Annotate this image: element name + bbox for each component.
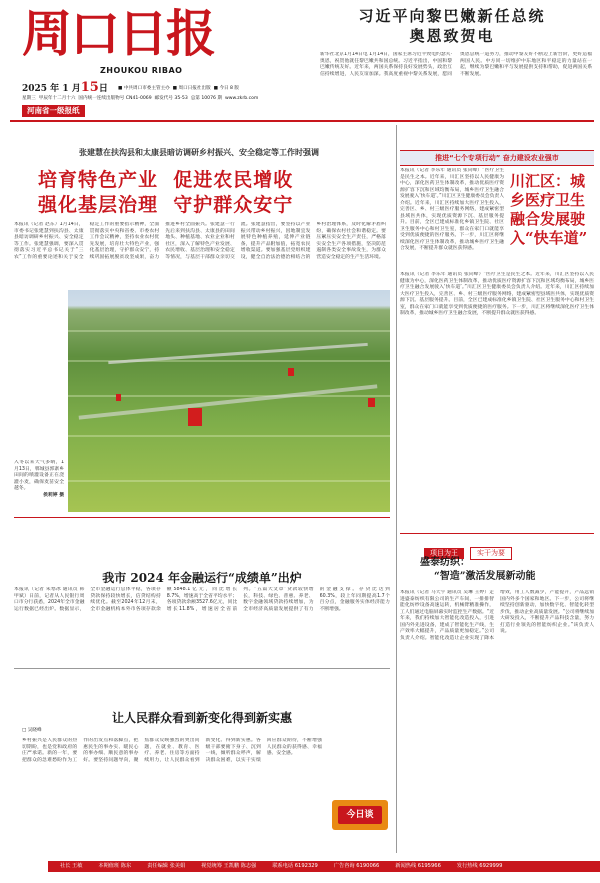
lead-headline-1: 培育特色产业 促进农民增收 [38, 169, 294, 191]
side-story-body: 本报讯（记者 马天宇 通讯员 吴琳 王婷）走进盛泰纺织有限公司的生产车间，一排排智能化纺纱设备高速运转，机械臂精准操作，工人们通过电脑屏幕实时监控生产数据。“近年来，我们持续加大智能化改造投入，引进国内外先进设备，建成了智能化生产线，生产效率大幅提升，产品质量更加稳定。”公司负责人介绍。智能化改造让企业实现了降本增效，用工人数减少，产能提升，产品远销国内外多个国家和地区。下一步，公司将继续坚持创新驱动，加快数字化、智能化转型步伐，推动企业高质量发展。“公司将继续加大研发投入，不断提升产品科技含量，努力打造行业领先的智能纺织企业。”该负责人说。 [400, 590, 594, 641]
footer-item: 新闻热线 6195966 [395, 863, 441, 869]
finance-body: 本报讯（记者 朱寒冰 通讯员 韩甲斌）日前，记者从人民银行周口市分行获悉，2024年全市金融运行数据已经出炉。数据显示，全市金融运行总体平稳，各项存贷款保持较快增长，信贷结构持续优化。截至2024年12月末，全市金融机构本外币各项存款余额5848.1亿元，同比增长8.7%，增速高于全省平均水平；各项贷款余额3527.6亿元，同比增长11.8%，增速居全省前列。“五篇大文章”贷款较快增长，科技、绿色、普惠、养老、数字金融领域贷款持续增加，为全市经济高质量发展提供了有力的金融支撑。存贷比达到60.3%，较上年同期提高1.7个百分点，金融服务实体经济能力不断增强。 [14, 587, 390, 612]
side-banner: 推进“七个专项行动” 奋力建设农业强市 [400, 150, 594, 166]
masthead-rule [10, 120, 594, 122]
award-badge: 河南省一级报纸 [22, 105, 85, 117]
commentary-author: □ 吴晓峰 [22, 728, 42, 733]
top-story-box [310, 6, 594, 110]
lead-rule [14, 517, 390, 518]
footer-bar [48, 861, 600, 872]
lead-headline-2: 强化基层治理 守护群众安宁 [38, 194, 294, 216]
footer-item: 社长 王敏 [60, 863, 83, 869]
commentary-headline: 让人民群众看到新变化得到新实惠 [111, 711, 292, 725]
issue-date: 2025 年 1 月15日 [22, 80, 108, 95]
today-comment-badge: 今日谈 [332, 800, 388, 830]
side-rule [400, 533, 594, 534]
lead-kicker: 张建慧在扶沟县和太康县暗访调研乡村振兴、安全稳定等工作时强调 [79, 148, 319, 157]
footer-item: 广告咨询 6190066 [333, 863, 380, 869]
side-story-tags: 项目为王 实干为要 [424, 540, 512, 560]
top-story-body: 新华社北京1月14日电 1月14日，国家主席习近平致电约瑟夫·奥恩，祝贺他就任黎巴嫩共和国总统。习近平指出，中国和黎巴嫩传统友好。近年来，两国关系保持良好发展势头，政治互信持续增进，人民友谊加深。我高度重视中黎关系发展，愿同奥恩总统一道努力，推动中黎友好不断迈上新台阶，更好造福两国人民。中方同一切维护中东地区和平稳定的力量站在一起，继续为黎巴嫩和平与发展提供支持和帮助，促进两国关系不断发展。 [320, 52, 592, 77]
column-divider [396, 125, 397, 853]
finance-headline: 我市 2024 年金融运行“成绩单”出炉 [102, 571, 302, 585]
side-feature-headline: 川汇区：城乡医疗卫生 融合发展驶入“快车道” [510, 172, 588, 247]
lead-photo [68, 290, 390, 512]
side-story-headline: 盛泰纺织： “智造”激活发展新动能 [420, 557, 536, 582]
finance-rule [14, 668, 390, 669]
photo-caption: 入冬以来天气多晴，1月13日，郸城县郭寨乡田间的喷灌设备正在浇灌小麦，确保麦苗安全越冬。 侯莉婷 摄 [14, 460, 64, 498]
footer-item: 视觉统筹 王凯鹏 陈志强 [201, 863, 257, 869]
footer-item: 联系电话 6192329 [272, 863, 318, 869]
newspaper-pinyin: ZHOUKOU RIBAO [100, 66, 183, 75]
side-feature-body: 本报讯（记者 李乐年 通讯员 张向峰）“医疗卫生是民生之本。近年来，川汇区坚持以人民健康为中心，深化医药卫生体制改革，推动优质医疗资源扩容下沉和区域均衡布局，城乡医疗卫生融合发展驶入‘快车道’。”川汇区卫生健康委员会负责人介绍。近年来，川汇区持续加大医疗卫生投入，完善区、乡、村三级医疗服务网络，建成紧密型县域医共体，实现优质资源下沉、基层服务提升。目前，全区已建成标准化乡镇卫生院、社区卫生服务中心和村卫生室，群众在家门口就能享受到优质便捷的医疗服务。下一步，川汇区将继续深化医疗卫生体制改革，推动城乡医疗卫生融合发展，不断提升群众就医获得感。 [400, 272, 594, 316]
footer-item: 发行热线 6929999 [456, 863, 503, 869]
newspaper-logo: 周口日报 [22, 4, 214, 63]
footer-item: 责任编辑 张美娟 [147, 863, 186, 869]
issue-meta-2: ■ 中共周口市委主管主办 ■ 周口日报社出版 ■ 今日 8 版 [118, 86, 240, 91]
footer-item: 本期值班 陈东 [98, 863, 132, 869]
issue-meta-1: 星期三 甲辰年十二月十六 国内统一连续出版物号 CN41-0069 邮发代号 35-53 总第 10076 期 www.zkrb.com [22, 96, 259, 101]
side-feature-body-top: 本报讯（记者 李乐年 通讯员 张向峰）“医疗卫生是民生之本。近年来，川汇区坚持以人民健康为中心，深化医药卫生体制改革，推动优质医疗资源扩容下沉和区域均衡布局，城乡医疗卫生融合发展驶入‘快车道’。”川汇区卫生健康委员会负责人介绍。近年来，川汇区持续加大医疗卫生投入，完善区、乡、村三级医疗服务网络，建成紧密型县域医共体，实现优质资源下沉、基层服务提升。目前，全区已建成标准化乡镇卫生院、社区卫生服务中心和村卫生室，群众在家门口就能享受到优质便捷的医疗服务。下一步，川汇区将继续深化医疗卫生体制改革，推动城乡医疗卫生融合发展，不断提升群众就医获得感。 [400, 168, 504, 251]
lead-body: 本报讯（记者 赵东）1月14日，市委书记张建慧到扶沟县、太康县暗访调研乡村振兴、安全稳定等工作。张建慧强调，要深入贯彻落实习近平总书记关于“三农”工作的重要论述和关于安全稳定工作的重要指示精神，全面贯彻落实中央和省委、市委农村工作会议精神，坚持农业农村优先发展，培育壮大特色产业，强化基层治理，守护群众安宁，持续巩固拓展脱贫攻坚成果，奋力推进乡村全面振兴。张建慧一行先后来到扶沟县、太康县的田间地头、种植基地、农业企业和村社区，深入了解特色产业发展、农民增收、基层治理和安全稳定等情况，与基层干部群众亲切交流。张建慧指出，要坚持以产业振兴带动乡村振兴，因地制宜发展特色种植养殖，延伸产业链条，提升产品附加值，拓宽农民增收渠道。要加强基层党组织建设，健全自治法治德治相结合的乡村治理体系，及时化解矛盾纠纷，确保农村社会和谐稳定。要压紧压实安全生产责任，严格落实安全生产各项措施，坚决防范遏制各类安全事故发生，为群众营造安全稳定的生产生活环境。 [14, 222, 386, 260]
commentary-body: 乡村振兴是人民群众的热切期盼，也是党和政府的庄严承诺。新的一年，要把群众的急难愁盼作为工作的出发点和落脚点，把惠民生的事办实、暖民心的事办细、顺民意的事办好。要坚持问题导向，聚焦群众反映强烈的突出问题，在就业、教育、医疗、养老、住房等方面持续用力，让人民群众看到新变化、得到新实惠。各级干部要俯下身子、沉到一线，倾听群众呼声，解决群众困难，以实干实绩回应群众期待，不断增强人民群众的获得感、幸福感、安全感。 [22, 738, 322, 763]
top-story-headline: 习近平向黎巴嫩新任总统奥恩致贺电 [358, 7, 546, 45]
